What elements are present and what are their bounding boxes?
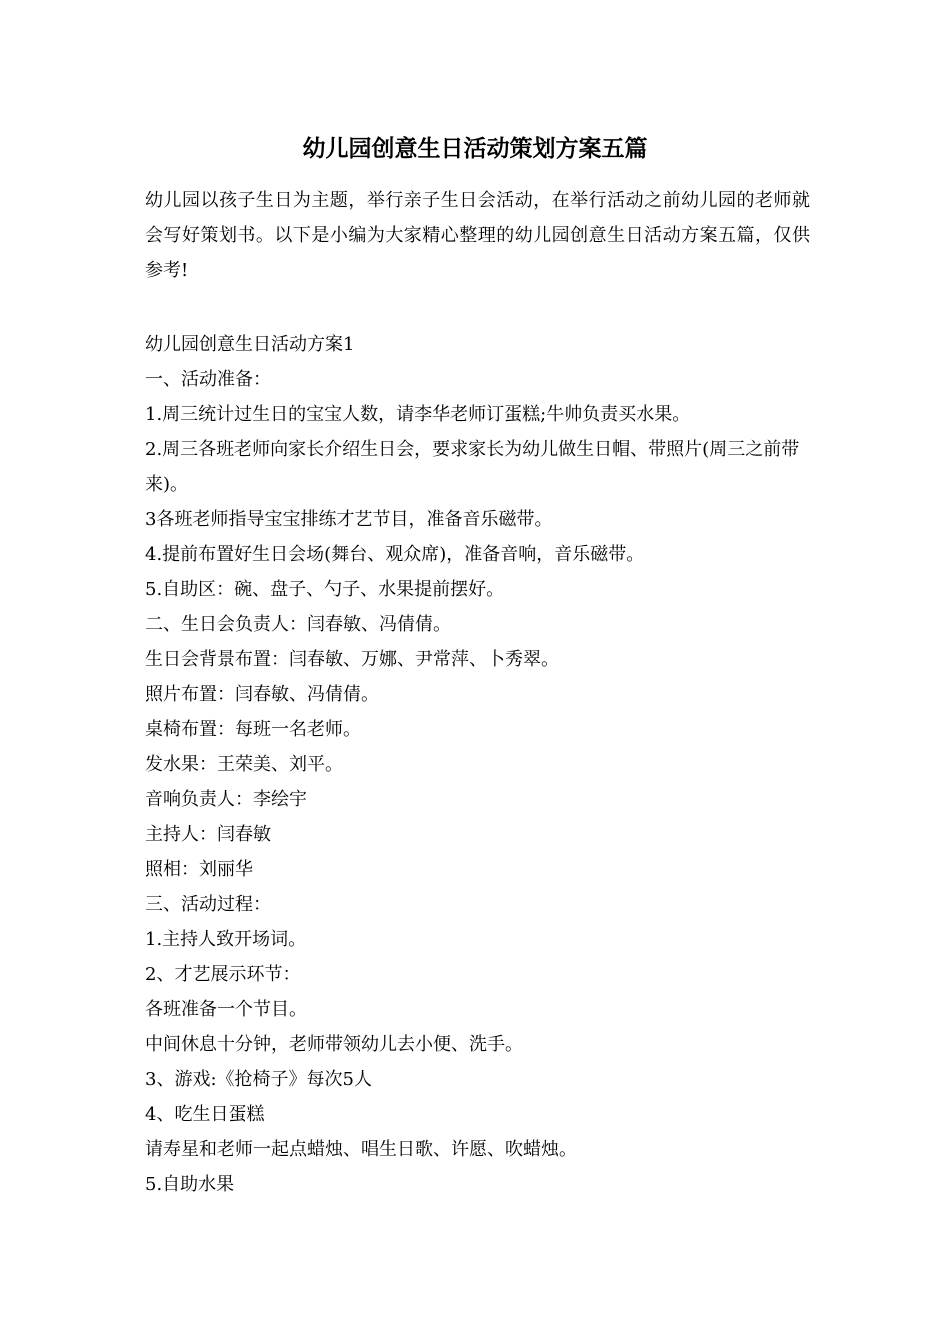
subsection-heading: 一、活动准备： [145,369,271,390]
text-line: 音响负责人：李绘宇 [145,789,307,810]
text-line: 桌椅布置：每班一名老师。 [145,719,361,740]
text-line: 请寿星和老师一起点蜡烛、唱生日歌、许愿、吹蜡烛。 [145,1139,577,1160]
list-item: 2.周三各班老师向家长介绍生日会，要求家长为幼儿做生日帽、带照片(周三之前带来)。 [145,439,800,495]
list-item: 1.周三统计过生日的宝宝人数，请李华老师订蛋糕;牛帅负责买水果。 [145,404,691,425]
list-item: 2、才艺展示环节： [145,964,301,985]
text-line: 生日会背景布置：闫春敏、万娜、尹常萍、卜秀翠。 [145,649,559,670]
text-line: 照片布置：闫春敏、冯倩倩。 [145,684,379,705]
section-heading: 幼儿园创意生日活动方案1 [145,334,355,355]
body-text [145,327,810,1202]
subsection-heading: 三、活动过程： [145,894,271,915]
list-item: 5.自助水果 [145,1174,235,1195]
list-item: 5.自助区：碗、盘子、勺子、水果提前摆好。 [145,579,505,600]
subsection-heading: 二、生日会负责人：闫春敏、冯倩倩。 [145,614,451,635]
text-line: 发水果：王荣美、刘平。 [145,754,343,775]
text-line: 中间休息十分钟，老师带领幼儿去小便、洗手。 [145,1034,523,1055]
text-line: 照相：刘丽华 [145,859,253,880]
intro-paragraph: 幼儿园以孩子生日为主题，举行亲子生日会活动，在举行活动之前幼儿园的老师就会写好策划书。以下是小编为大家精心整理的幼儿园创意生日活动方案五篇，仅供参考! [145,190,810,281]
text-line: 各班准备一个节目。 [145,999,307,1020]
list-item: 4、吃生日蛋糕 [145,1104,265,1125]
text-line: 主持人：闫春敏 [145,824,271,845]
list-item: 3各班老师指导宝宝排练才艺节目，准备音乐磁带。 [145,509,553,530]
list-item: 1.主持人致开场词。 [145,929,307,950]
list-item: 4.提前布置好生日会场(舞台、观众席)，准备音响，音乐磁带。 [145,544,645,565]
document-title: 幼儿园创意生日活动策划方案五篇 [302,135,648,162]
list-item: 3、游戏:《抢椅子》每次5人 [145,1069,372,1090]
